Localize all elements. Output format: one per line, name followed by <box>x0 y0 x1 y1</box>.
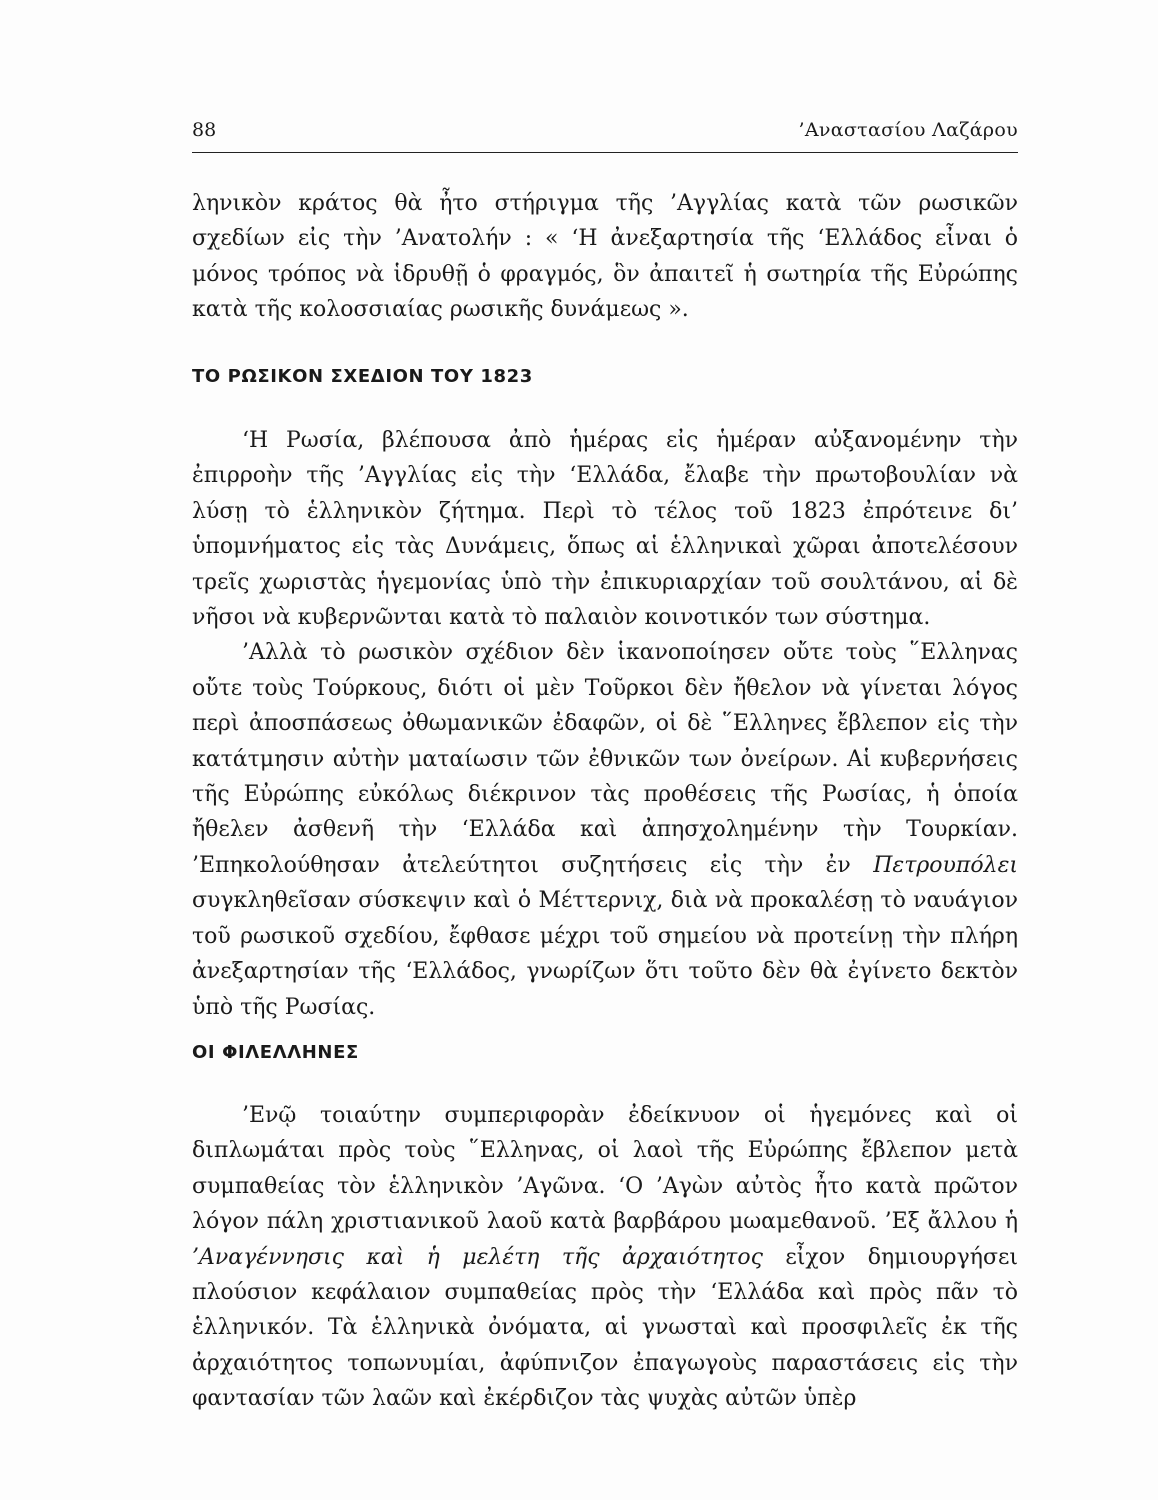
paragraph-4-italic: ’Αναγέννησις καὶ ἡ μελέτη τῆς ἀρχαιότητος <box>192 1244 763 1270</box>
section-heading-russian-plan: ΤΟ ΡΩΣΙΚΟΝ ΣΧΕΔΙΟΝ ΤΟΥ 1823 <box>192 366 533 387</box>
page-header <box>192 116 1018 150</box>
paragraph-4 <box>192 1098 1018 1417</box>
paragraph-4-part-b: εἶχον δημιουργήσει πλούσιον κεφάλαιον συμπαθείας πρὸς τὴν ‘Ελλάδα καὶ πρὸς πᾶν τὸ ἑλληνικόν. Τὰ ἑλληνικὰ ὀνόματα, αἱ γνωσταὶ καὶ προσφιλεῖς ἐκ τῆς ἀρχαιότητος τοπωνυμίαι, ἀφύπνιζον ἐπαγωγοὺς παραστάσεις εἰς τὴν φαντασίαν τῶν λαῶν καὶ ἐκέρδιζον τὰς ψυχὰς αὐτῶν ὑπὲρ <box>192 1244 1018 1412</box>
text-block-russian-plan <box>192 423 1018 1025</box>
page-number: 88 <box>192 119 217 141</box>
paragraph-1: ληνικὸν κράτος θὰ ἦτο στήριγμα τῆς ’Αγγλίας κατὰ τῶν ρωσικῶν σχεδίων εἰς τὴν ’Ανατολήν : « ‘Η ἀνεξαρτησία τῆς ‘Ελλάδος εἶναι ὁ μόνος τρόπος νὰ ἱδρυθῇ ὁ φραγμός, ὃν ἀπαιτεῖ ἡ σωτηρία τῆς Εὐρώπης κατὰ τῆς κολοσσιαίας ρωσικῆς δυνάμεως ». <box>192 191 1018 323</box>
text-block-intro <box>192 186 1018 328</box>
paragraph-4-part-a: ’Ενῷ τοιαύτην συμπεριφορὰν ἐδείκνυον οἱ ἡγεμόνες καὶ οἱ διπλωμάται πρὸς τοὺς ῞Ελληνας, οἱ λαοὶ τῆς Εὐρώπης ἔβλεπον μετὰ συμπαθείας τὸν ἑλληνικὸν ’Αγῶνα. ‘Ο ’Αγὼν αὐτὸς ἦτο κατὰ πρῶτον λόγον πάλη χριστιανικοῦ λαοῦ κατὰ βαρβάρου μωαμεθανοῦ. ’Εξ ἄλλου ἡ <box>192 1103 1018 1235</box>
running-head: ’Αναστασίου Λαζάρου <box>798 119 1018 141</box>
paragraph-3-part-a: ’Αλλὰ τὸ ρωσικὸν σχέδιον δὲν ἱκανοποίησεν οὔτε τοὺς ῞Ελληνας οὔτε τοὺς Τούρκους, διότι οἱ μὲν Τοῦρκοι δὲν ἤθελον νὰ γίνεται λόγος περὶ ἀποσπάσεως ὀθωμανικῶν ἐδαφῶν, οἱ δὲ ῞Ελληνες ἔβλεπον εἰς τὴν κατάτμησιν αὐτὴν ματαίωσιν τῶν ἐθνικῶν των ὀνείρων. Αἱ κυβερνήσεις τῆς Εὐρώπης εὐκόλως διέκρινον τὰς προθέσεις τῆς Ρωσίας, ἡ ὁποία ἤθελεν ἀσθενῆ τὴν ‘Ελλάδα καὶ ἀπησχολημένην τὴν Τουρκίαν. ’Επηκολούθησαν ἀτελεύτητοι συζητήσεις εἰς τὴν ἐν <box>192 640 1018 878</box>
header-rule <box>192 152 1018 153</box>
paragraph-3-part-b: συγκληθεῖσαν σύσκεψιν καὶ ὁ Μέττερνιχ, διὰ νὰ προκαλέσῃ τὸ ναυάγιον τοῦ ρωσικοῦ σχεδίου, ἔφθασε μέχρι τοῦ σημείου νὰ προτείνῃ τὴν πλήρη ἀνεξαρτησίαν τῆς ‘Ελλάδος, γνωρίζων ὅτι τοῦτο δὲν θὰ ἐγίνετο δεκτὸν ὑπὸ τῆς Ρωσίας. <box>192 888 1018 1020</box>
section-heading-philhellenes: ΟΙ ΦΙΛΕΛΛΗΝΕΣ <box>192 1042 359 1063</box>
paragraph-3 <box>192 635 1018 1024</box>
paragraph-2: ‘Η Ρωσία, βλέπουσα ἀπὸ ἡμέρας εἰς ἡμέραν αὐξανομένην τὴν ἐπιρροὴν τῆς ’Αγγλίας εἰς τὴν ‘Ελλάδα, ἔλαβε τὴν πρωτοβουλίαν νὰ λύσῃ τὸ ἑλληνικὸν ζήτημα. Περὶ τὸ τέλος τοῦ 1823 ἐπρότεινε δι’ ὑπομνήματος εἰς τὰς Δυνάμεις, ὅπως αἱ ἑλληνικαὶ χῶραι ἀποτελέσουν τρεῖς χωριστὰς ἡγεμονίας ὑπὸ τὴν ἐπικυριαρχίαν τοῦ σουλτάνου, αἱ δὲ νῆσοι νὰ κυβερνῶνται κατὰ τὸ παλαιὸν κοινοτικόν των σύστημα. <box>192 428 1018 631</box>
paragraph-3-italic: Πετρουπόλει <box>873 852 1018 878</box>
text-block-philhellenes <box>192 1098 1018 1417</box>
